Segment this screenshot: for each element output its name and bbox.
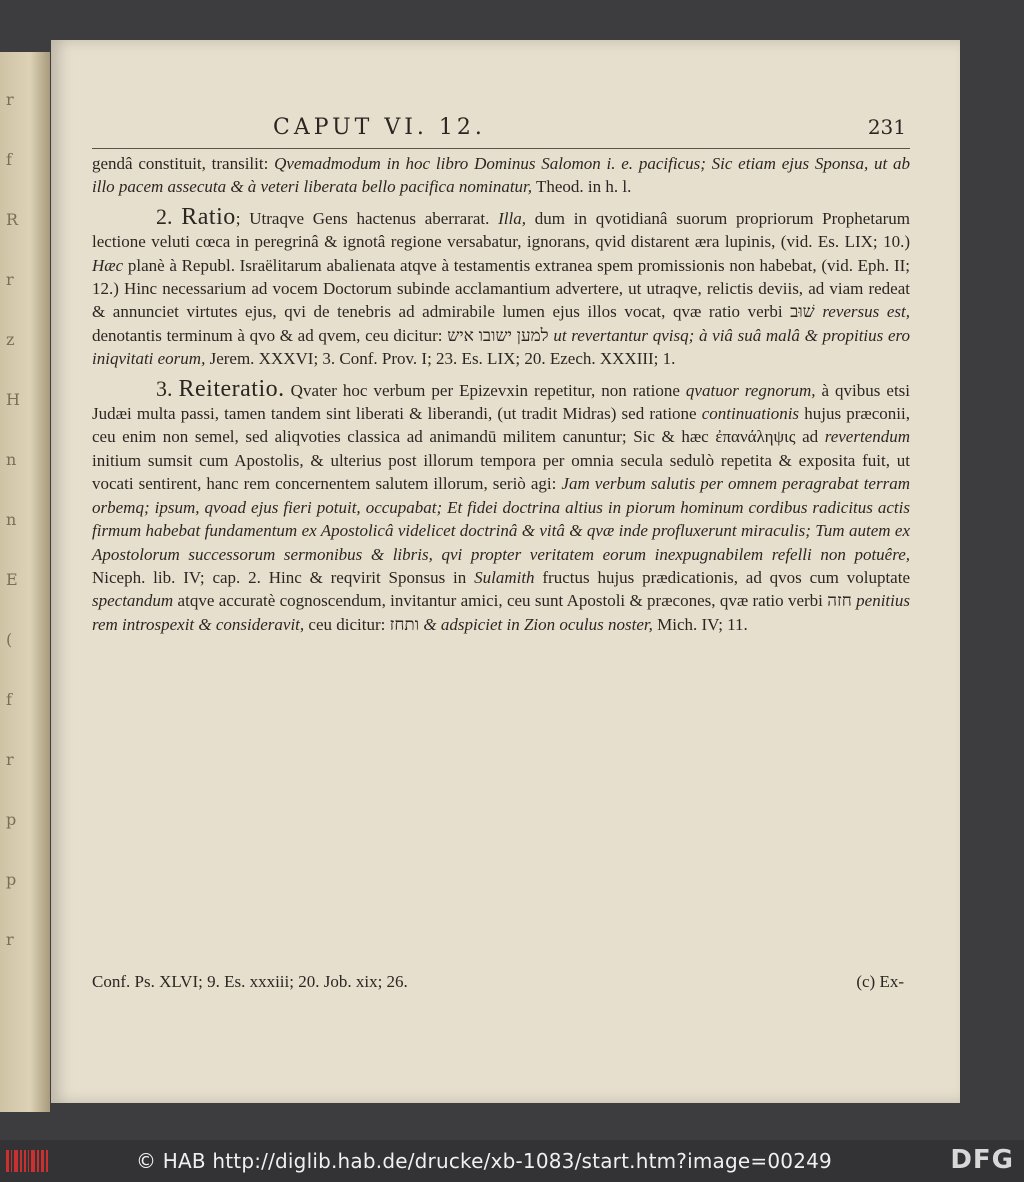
bottom-bar [0, 1140, 1024, 1182]
credit-link[interactable]: © HAB http://diglib.hab.de/drucke/xb-1083/start.htm?image=00249 [136, 1149, 832, 1173]
previous-page-edge [0, 52, 50, 1112]
footer-reference: Conf. Ps. XLVI; 9. Es. xxxiii; 20. Job. xix; 26. [92, 972, 408, 991]
section-number: 3. [156, 375, 173, 401]
prev-page-fragment: r [6, 90, 14, 109]
section-number: 2. [156, 203, 173, 229]
paragraph-ratio: 2. Ratio; Utraqve Gens hactenus aberrarat. Illa, dum in qvotidianâ suorum propriorum Prophetarum lectione veluti cœca in peregrinâ & ignotâ regione versabatur, ignorans, qvid distarent æra lupinis, (vid. Es. LIX; 10.) Hæc planè à Republ. Israëlitarum abalienata atqve à testamentis extranea spem promissionis non habebat, (vid. Eph. II; 12.) Hinc necessarium ad vocem Doctorum subinde acclamantium advertere, ut utraqve, relictis deviis, ad viam redeat & annunciet virtutes ejus, qvi de tenebris ad admirabile lumen ejus illos vocat, qvæ ratio verbi שׁוּב reversus est, denotantis terminum à qvo & ad qvem, ceu dicitur: למען ישובו איש ut revertantur qvisq; à viâ suâ malâ & propitius ero iniqvitati eorum, Jerem. XXXVI; 3. Conf. Prov. I; 23. Es. LIX; 20. Ezech. XXXIII; 1. [92, 203, 910, 369]
prev-page-fragment: ( [6, 630, 13, 649]
paragraph-1: gendâ constituit, transilit: Qvemadmodum in hoc libro Dominus Salomon i. e. pacificus; Sic etiam ejus Sponsa, ut ab illo pacem assecuta & à veteri liberata bello pacifica nominatur, Theod. in h. l. [92, 154, 910, 197]
section-heading: Reiteratio. [178, 375, 285, 402]
dfg-logo: DFG [950, 1145, 1014, 1175]
prev-page-fragment: p [6, 810, 17, 829]
chapter-heading: CAPUT VI. 12. [273, 115, 486, 140]
book-page [51, 40, 960, 1103]
prev-page-fragment: r [6, 930, 14, 949]
hab-barcode-logo [6, 1150, 48, 1172]
prev-page-fragment: n [6, 510, 17, 529]
prev-page-fragment: z [6, 330, 15, 349]
prev-page-fragment: n [6, 450, 17, 469]
prev-page-fragment: R [6, 210, 19, 229]
prev-page-fragment: f [6, 150, 12, 169]
paragraph-reiteratio: 3. Reiteratio. Qvater hoc verbum per Epizevxin repetitur, non ratione qvatuor regnorum, à qvibus etsi Judæi multa passi, tamen tandem sint liberati & liberandi, (ut tradit Midras) sed ratione continuationis hujus præconii, ceu enim non semel, sed aliqvoties classica ad animandū militem canuntur; Sic & hæc ἐπανάληψις ad revertendum initium sumsit cum Apostolis, & ulterius post illorum tempora per omnia secula sedulò repetita & exposita fuit, ut vocati sentirent, hanc rem concernentem salutem illorum, seriò agi: Jam verbum salutis per omnem peragrabat terram orbemq; ipsum, qvoad ejus fieri potuit, occupabat; Et fidei doctrina altius in piorum hominum cordibus radicitus actis firmum habebat fundamentum ex Apostolicâ videlicet doctrinâ & vitâ & qvæ inde profluxerunt miraculis; Tum autem ex Apostolorum successorum sermonibus & libris, qvi propter veritatem eorum inexpugnabilem refelli non potuêre, Niceph. lib. IV; cap. 2. Hinc & reqvirit Sponsus in Sulamith fructus hujus prædicationis, ad qvos cum voluptate spectandum atqve accuratè cognoscendum, invitantur amici, ceu sunt Apostoli & præcones, qvæ ratio verbi חזה penitius rem introspexit & consideravit, ceu dicitur: ותחז & adspiciet in Zion oculus noster, Mich. IV; 11. [92, 375, 911, 634]
prev-page-fragment: E [6, 570, 18, 589]
prev-page-fragment: r [6, 270, 14, 289]
running-header [273, 115, 906, 145]
prev-page-fragment: H [6, 390, 20, 409]
page-number: 231 [867, 115, 906, 139]
header-rule [92, 148, 910, 149]
footer-line [92, 972, 910, 992]
prev-page-fragment: r [6, 750, 14, 769]
section-heading: Ratio [181, 203, 236, 230]
body-text [92, 152, 910, 636]
prev-page-fragment: f [6, 690, 12, 709]
prev-page-fragment: p [6, 870, 17, 889]
catchword: (c) Ex- [856, 972, 904, 991]
